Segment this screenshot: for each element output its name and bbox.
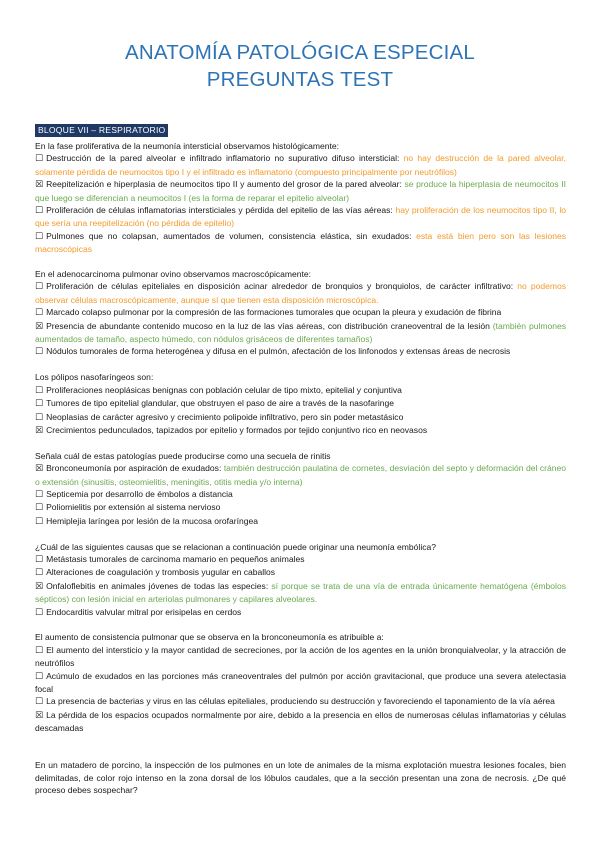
answer-option — [35, 178, 566, 204]
answer-option — [35, 501, 566, 514]
empty-checkbox-icon: ☐ — [35, 568, 44, 579]
wrong-explanation-note: no hay destrucción de la pared alveolar, solamente pérdida de neumocitos tipo I y el infiltrado es inflamatorio (compuesto principalmente por neutrófilos) — [35, 153, 566, 177]
empty-checkbox-icon: ☐ — [35, 489, 44, 500]
correct-explanation-note: sí porque se trata de una vía de entrada únicamente hematógena (émbolos sépticos) con lesión inicial en arteriolas pulmonares y capilares alveolares. — [35, 580, 566, 605]
option-text: Neoplasias de carácter agresivo y crecimiento polipoide infiltrativo, pero sin poder metastásico — [46, 411, 404, 422]
option-text: Proliferación de células epiteliales en disposición acinar alrededor de bronquios y bronquiolos, de carácter infiltrativo: — [46, 281, 514, 292]
option-text: Poliomielitis por extensión al sistema nervioso — [46, 502, 221, 513]
answer-option — [35, 384, 566, 397]
answer-option — [35, 411, 566, 424]
correct-explanation-note: (también pulmones aumentados de tamaño, aspecto húmedo, con nódulos grisáceos de diferentes tamaños) — [35, 320, 567, 345]
empty-checkbox-icon: ☐ — [35, 347, 44, 358]
block-label: BLOQUE VII – RESPIRATORIO — [35, 124, 168, 137]
answer-option — [35, 709, 566, 735]
question — [35, 541, 566, 619]
empty-checkbox-icon: ☐ — [35, 516, 44, 527]
wrong-explanation-note: esta está bien pero son las lesiones macroscópicas — [35, 230, 567, 255]
question — [35, 759, 566, 796]
question-text: Los pólipos nasofaríngeos son: — [35, 372, 154, 383]
answer-option — [35, 424, 566, 437]
answer-option — [35, 345, 566, 358]
answer-option — [35, 670, 566, 696]
wrong-explanation-note: hay proliferación de los neumocitos tipo II, lo que sería una reepitelización (no pérdida de epitelio) — [35, 205, 567, 229]
correct-explanation-note: también destrucción paulatina de cornetes, desviación del septo y deformación del cráneo o extensión (sinusitis, osteomielitis, meningitis, otitis media y/o interna) — [35, 463, 567, 487]
checked-box-icon: ☒ — [35, 710, 44, 721]
empty-checkbox-icon: ☐ — [35, 399, 44, 410]
empty-checkbox-icon: ☐ — [35, 503, 44, 514]
option-text: Pulmones que no colapsan, aumentados de volumen, consistencia elástica, sin exudados: — [46, 230, 412, 241]
empty-checkbox-icon: ☐ — [35, 554, 44, 565]
checked-box-icon: ☒ — [35, 464, 44, 475]
option-text: Hemiplejia laríngea por lesión de la mucosa orofaríngea — [46, 515, 258, 526]
empty-checkbox-icon: ☐ — [35, 231, 44, 242]
question-text: El aumento de consistencia pulmonar que se observa en la bronconeumonía es atribuible a: — [35, 632, 384, 643]
option-text: Metástasis tumorales de carcinoma mamario en pequeños animales — [46, 553, 305, 564]
option-text: Destrucción de la pared alveolar e infiltrado inflamatorio no supurativo difuso intersticial: — [46, 153, 400, 164]
answer-option — [35, 515, 566, 528]
document-body — [35, 124, 566, 797]
question-text: En un matadero de porcino, la inspección de los pulmones en un lote de animales de la misma explotación muestra lesiones focales, bien delimitadas, de color rojo intenso en la zona dorsal de los lóbulos caudales, que a la sección presentan una zona de necrosis. ¿De qué proceso debes sospechar? — [35, 760, 566, 796]
option-text: Crecimientos pedunculados, tapizados por epitelio y formados por tejido conjuntivo rico en neovasos — [46, 424, 428, 435]
answer-option — [35, 397, 566, 410]
answer-option — [35, 204, 566, 230]
question-list — [35, 140, 566, 747]
option-text: Tumores de tipo epitelial glandular, que obstruyen el paso de aire a través de la nasofaringe — [46, 398, 395, 409]
correct-explanation-note: se produce la hiperplasia de neumocitos II que luego se diferencian a neumocitos I (es la forma de reparar el epitelio alveolar) — [35, 179, 566, 203]
question — [35, 450, 566, 528]
option-text: Proliferaciones neoplásicas benignas con población celular de tipo mixto, epitelial y conjuntiva — [46, 384, 402, 395]
option-text: Presencia de abundante contenido mucoso en la luz de las vías aéreas, con distribución craneoventral de la lesión — [46, 320, 490, 331]
question-text: ¿Cuál de las siguientes causas que se relacionan a continuación puede originar una neumonía embólica? — [35, 541, 437, 552]
empty-checkbox-icon: ☐ — [35, 412, 44, 423]
option-text: Marcado colapso pulmonar por la compresión de las formaciones tumorales que ocupan la pleura y exudación de fibrina — [46, 307, 502, 318]
page-title: ANATOMÍA PATOLÓGICA ESPECIAL — [124, 41, 476, 64]
option-text: La presencia de bacterias y virus en las células epiteliales, produciendo su destrucción y favoreciendo el taponamiento de la vía aérea — [46, 696, 555, 707]
empty-checkbox-icon: ☐ — [35, 697, 44, 708]
option-text: La pérdida de los espacios ocupados normalmente por aire, debido a la presencia en ellos de numerosas células inflamatorias y células descamadas — [35, 709, 566, 734]
answer-option — [35, 306, 566, 319]
empty-checkbox-icon: ☐ — [35, 671, 44, 682]
empty-checkbox-icon: ☐ — [35, 154, 44, 165]
empty-checkbox-icon: ☐ — [35, 645, 44, 656]
answer-option — [35, 553, 566, 566]
option-text: Alteraciones de coagulación y trombosis yugular en caballos — [46, 567, 276, 578]
empty-checkbox-icon: ☐ — [35, 385, 44, 396]
answer-option — [35, 462, 566, 488]
question-text: En el adenocarcinoma pulmonar ovino observamos macroscópicamente: — [35, 269, 312, 280]
answer-option — [35, 488, 566, 501]
page-subtitle: PREGUNTAS TEST — [206, 68, 394, 91]
answer-option — [35, 152, 566, 178]
empty-checkbox-icon: ☐ — [35, 206, 44, 217]
option-text: Nódulos tumorales de forma heterogénea y difusa en el pulmón, afectación de los linfonodos y extensas áreas de necrosis — [46, 346, 511, 357]
answer-option — [35, 320, 566, 346]
option-text: El aumento del intersticio y la mayor cantidad de secreciones, por la acción de los agentes en la unión bronquialveolar, y la atracción de neutrófilos — [35, 644, 566, 669]
answer-option — [35, 566, 566, 579]
question — [35, 268, 566, 359]
option-text: Onfaloflebitis en animales jóvenes de todas las especies: — [46, 580, 269, 591]
option-text: Reepitelización e hiperplasia de neumocitos tipo II y aumento del grosor de la pared alveolar: — [46, 179, 402, 190]
block-header — [35, 124, 566, 137]
question — [35, 371, 566, 437]
checked-box-icon: ☒ — [35, 321, 44, 332]
answer-option — [35, 580, 566, 606]
empty-checkbox-icon: ☐ — [35, 308, 44, 319]
option-text: Septicemia por desarrollo de émbolos a distancia — [46, 488, 233, 499]
option-text: Endocarditis valvular mitral por erisipelas en cerdos — [46, 606, 242, 617]
option-text: Proliferación de células inflamatorias intersticiales y pérdida del epitelio de las vías aéreas: — [46, 205, 393, 216]
question — [35, 140, 566, 256]
checked-box-icon: ☒ — [35, 180, 44, 191]
answer-option — [35, 280, 566, 306]
answer-option — [35, 606, 566, 619]
checked-box-icon: ☒ — [35, 425, 44, 436]
answer-option — [35, 230, 566, 256]
question-text: En la fase proliferativa de la neumonía intersticial observamos histológicamente: — [35, 141, 340, 151]
question — [35, 631, 566, 734]
option-text: Acúmulo de exudados en las porciones más craneoventrales del pulmón por acción gravitacional, que produce una severa atelectasia focal — [35, 670, 566, 694]
checked-box-icon: ☒ — [35, 581, 44, 592]
answer-option — [35, 695, 566, 708]
empty-checkbox-icon: ☐ — [35, 607, 44, 618]
wrong-explanation-note: no podemos observar células macroscópicamente, aunque sí que tienen esta disposición microscópica. — [35, 281, 566, 305]
option-text: Bronconeumonía por aspiración de exudados: — [46, 463, 222, 474]
answer-option — [35, 644, 566, 670]
empty-checkbox-icon: ☐ — [35, 282, 44, 293]
question-text: Señala cuál de estas patologías puede producirse como una secuela de rinitis — [35, 450, 331, 461]
